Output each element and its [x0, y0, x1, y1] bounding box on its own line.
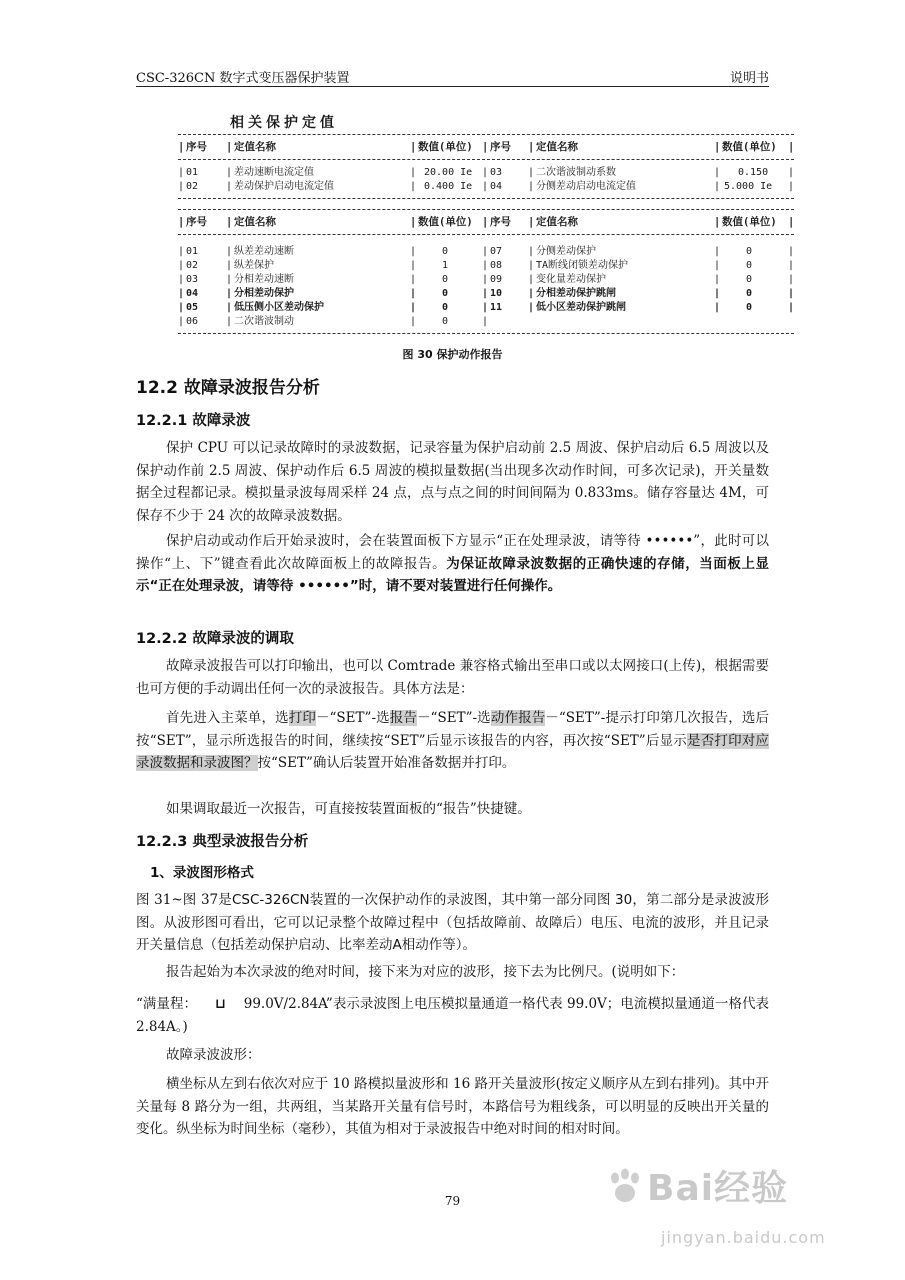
cell: 03: [490, 167, 503, 178]
paragraph-report-start: [136, 961, 769, 984]
watermark-url: jingyan.baidu.com: [661, 1228, 826, 1247]
cell: 低压侧小区差动保护: [234, 302, 324, 313]
running-header-title: CSC-326CN 数字式变压器保护装置: [136, 71, 350, 86]
cell: 纵差保护: [234, 260, 274, 271]
header-rule: [136, 86, 769, 87]
subsection-heading-fault-recording: 12.2.1 故障录波: [136, 413, 251, 429]
cell: 20.00 Ie: [424, 167, 473, 178]
cell: 0: [746, 246, 753, 257]
paragraph-recording-capacity: [136, 437, 769, 527]
cell: 02: [186, 181, 199, 192]
col-header: 序号: [186, 216, 207, 228]
cell: 07: [490, 246, 503, 257]
table-header-row: | 序号 | 定值名称 | 数值(单位) | 序号 | 定值名称 | 数值(单位) |: [178, 210, 794, 235]
cell: 1: [442, 260, 449, 271]
paragraph-text: 故障录波波形：: [166, 1047, 261, 1063]
paragraph-waveform-label: [136, 1044, 769, 1067]
paragraph-axis-description: [136, 1073, 769, 1141]
cell: 0.150: [738, 167, 769, 178]
cell: 04: [186, 288, 199, 299]
cell: 差动速断电流定值: [234, 167, 314, 178]
cell: 11: [490, 302, 503, 313]
paragraph-text: －“SET”-选: [316, 710, 390, 726]
col-header: 序号: [490, 216, 511, 228]
paragraph-text: 横坐标从左到右依次对应于 10 路模拟量波形和 16 路开关量波形(按定义顺序从左到右排列)。其中开关量每 8 路分为一组，共两组，当某路开关量有信号时，本路信号为粗线条，可以明显的反映出开关量的变化。纵坐标为时间坐标（毫秒），其值为相对于录波报告中绝对时间的相对时间。: [136, 1076, 769, 1137]
paragraph-shortcut-key: [136, 798, 769, 821]
col-header: 数值(单位): [722, 141, 777, 153]
col-header: 数值(单位): [418, 141, 473, 153]
col-header: 数值(单位): [418, 216, 473, 228]
cell: 08: [490, 260, 503, 271]
table-row: | 02 | 差动保护启动电流定值 | 0.400 Ie | 04 | 分侧差动启动电流定值 | 5.000 Ie |: [178, 181, 795, 192]
table-row: | 02 | 纵差保护 | 1 | 08 | TA断线闭锁差动保护 | 0 |: [178, 260, 795, 271]
paragraph-text: 按“SET”确认后装置开始准备数据并打印。: [257, 755, 516, 771]
paragraph-text: “满量程：: [136, 996, 197, 1012]
paragraph-text: 图 31~图 37是: [136, 892, 232, 908]
paragraph-recording-wait: [136, 530, 769, 598]
cell: 09: [490, 274, 503, 285]
cell: 0: [442, 302, 449, 313]
col-header: 数值(单位): [722, 216, 777, 228]
cell: 变化量差动保护: [536, 274, 606, 285]
figure-title: 相关保护定值: [230, 115, 338, 131]
cell: 10: [490, 288, 503, 299]
section-heading: 12.2 故障录波报告分析: [136, 378, 320, 398]
paragraph-full-scale: [136, 993, 769, 1038]
running-header-doc-type: 说明书: [729, 71, 769, 86]
cell: 二次谐波制动系数: [536, 167, 616, 178]
cell: 02: [186, 260, 199, 271]
cell: TA断线闭锁差动保护: [536, 260, 629, 271]
scale-symbol: ⊔: [215, 996, 226, 1012]
paragraph-text: CSC-326CN装置的一次保护动作的录波图，其中第一部分同图 30，第二部分是录波波形图。从波形图可看出，它可以记录整个故障过程中（包括故障前、故障后）电压、电流的波形，并且记录开关量信息（包括差动保护启动、比率差动A相动作等）。: [136, 892, 769, 953]
col-header: 定值名称: [536, 216, 578, 228]
cell: 分相差动保护跳闸: [536, 288, 616, 299]
cell: 差动保护启动电流定值: [234, 181, 334, 192]
paragraph-output-methods: [136, 655, 769, 700]
highlight-print: 打印: [288, 710, 317, 726]
cell: 04: [490, 181, 503, 192]
paragraph-text: 如果调取最近一次报告，可直接按装置面板的“报告”快捷键。: [166, 801, 531, 817]
cell: 纵差差动速断: [234, 246, 294, 257]
baidu-jingyan-watermark: [605, 1160, 875, 1260]
table-row: | 06 | 二次谐波制动 | 0 |: [178, 316, 489, 327]
table-row: | 05 | 低压侧小区差动保护 | 0 | 11 | 低小区差动保护跳闸 | 0 |: [178, 302, 795, 313]
cell: 分侧差动保护: [536, 246, 596, 257]
cell: 0: [746, 260, 753, 271]
cell: 低小区差动保护跳闸: [536, 302, 626, 313]
cell: 分侧差动启动电流定值: [536, 181, 636, 192]
cell: 06: [186, 316, 199, 327]
paragraph-figure-description: [136, 889, 769, 957]
cell: 二次谐波制动: [234, 316, 294, 327]
table-row: | 03 | 分相差动速断 | 0 | 09 | 变化量差动保护 | 0 |: [178, 274, 795, 285]
col-header: 定值名称: [234, 216, 276, 228]
cell: 03: [186, 274, 199, 285]
paragraph-text: －“SET”-提示打印第几次报告，选后按“SET”，显示所选报告的时间，继续按“SET”后显示该报告的内容，再次按“SET”后显示: [136, 710, 770, 749]
col-header: 定值名称: [234, 141, 276, 153]
cell: 01: [186, 246, 199, 257]
cell: 01: [186, 167, 199, 178]
cell: 0: [442, 246, 449, 257]
cell: 05: [186, 302, 199, 313]
bold-warning-text: 为保证故障录波数据的正确快速的存储，当面板上显示“正在处理录波，请等待 ••••••”时，请不要对装置进行任何操作。: [136, 555, 770, 594]
paragraph-menu-steps: [136, 707, 769, 775]
cell: 0: [442, 316, 449, 327]
watermark-brand: Bai经验: [647, 1168, 789, 1209]
subsection-heading-typical-analysis: 12.2.3 典型录波报告分析: [136, 834, 309, 850]
paragraph-text: －“SET”-选: [417, 710, 491, 726]
highlight-action-report: 动作报告: [490, 710, 546, 726]
paw-logo-icon: [605, 1166, 645, 1206]
col-header: 序号: [186, 141, 207, 153]
cell: 分相差动速断: [234, 274, 294, 285]
item-heading-waveform-format: 1、录波图形格式: [150, 865, 254, 881]
table-row: | 04 | 分相差动保护 | 0 | 10 | 分相差动保护跳闸 | 0 |: [178, 288, 795, 299]
col-header: 定值名称: [536, 141, 578, 153]
subsection-heading-retrieval: 12.2.2 故障录波的调取: [136, 631, 294, 647]
paragraph-text: 首先进入主菜单，选: [166, 710, 289, 726]
highlight-report: 报告: [389, 710, 418, 726]
settings-table: [178, 134, 794, 199]
function-switch-table: [178, 209, 794, 334]
paragraph-text: 保护启动或动作后开始录波时，会在装置面板下方显示“正在处理录波，请等待 ••••••”，此时可以操作“上、下”键查看此次故障面板上的故障报告。: [136, 533, 769, 572]
highlight-print-prompt: 是否打印对应录波数据和录波图？: [136, 732, 770, 771]
cell: 0: [746, 302, 753, 313]
table-header-row: | 序号 | 定值名称 | 数值(单位) | 序号 | 定值名称 | 数值(单位) |: [178, 135, 794, 160]
cell: 分相差动保护: [234, 288, 294, 299]
paragraph-text: 报告起始为本次录波的绝对时间，接下来为对应的波形，接下去为比例尺。(说明如下：: [166, 964, 685, 980]
table-row: | 01 | 差动速断电流定值 | 20.00 Ie | 03 | 二次谐波制动系数 | 0.150 |: [178, 167, 795, 178]
cell: 0: [746, 288, 753, 299]
cell: 0.400 Ie: [424, 181, 473, 192]
paragraph-text: 保护 CPU 可以记录故障时的录波数据，记录容量为保护启动前 2.5 周波、保护启动后 6.5 周波以及保护动作前 2.5 周波、保护动作后 6.5 周波的模拟量数据(当出现多次动作时间，可多次记录)，开关量数据全过程都记录。模拟量录波每周采样 24 点，点与点之间的时间间隔为 0.833ms。储存容量达 4M，可保存不少于 24 次的故障录波数据。: [136, 440, 769, 524]
paragraph-text: 99.0V/2.84A”表示录波图上电压模拟量通道一格代表 99.0V；电流模拟量通道一格代表 2.84A。): [136, 996, 769, 1035]
cell: 0: [746, 274, 753, 285]
figure-caption: 图 30 保护动作报告: [402, 348, 503, 361]
cell: 5.000 Ie: [724, 181, 773, 192]
cell: 0: [442, 274, 449, 285]
cell: 0: [442, 288, 449, 299]
col-header: 序号: [490, 141, 511, 153]
page-number: 79: [444, 1194, 461, 1208]
table-row: | 01 | 纵差差动速断 | 0 | 07 | 分侧差动保护 | 0 |: [178, 246, 795, 257]
paragraph-text: 故障录波报告可以打印输出，也可以 Comtrade 兼容格式输出至串口或以太网接口(上传)，根据需要也可方便的手动调出任何一次的录波报告。具体方法是：: [136, 658, 769, 697]
